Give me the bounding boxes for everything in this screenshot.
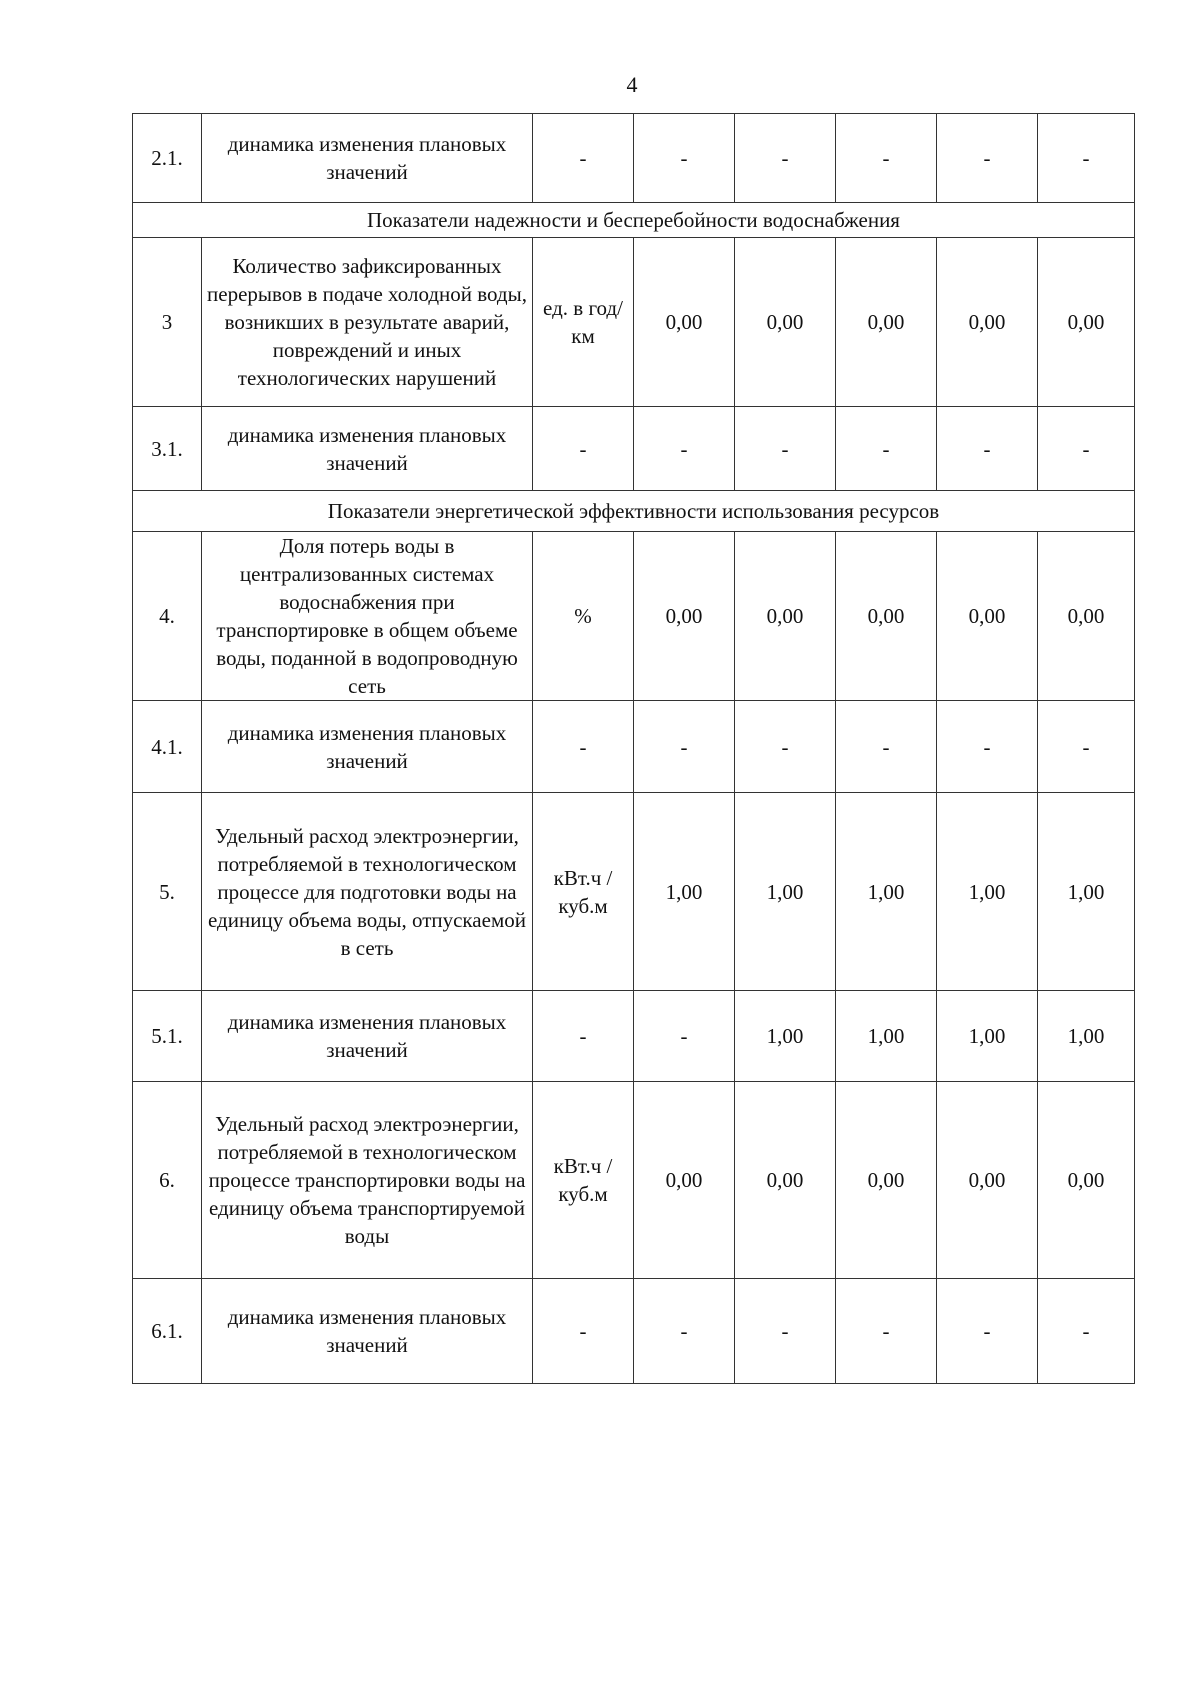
value-cell: 0,00 [634,238,735,407]
value-cell: 1,00 [634,793,735,991]
section-header-row [133,491,1135,532]
section-header-row [133,203,1135,238]
unit-cell: - [533,114,634,203]
table-row [133,532,1135,701]
indicator-name: динамика изменения плановых значений [202,407,533,491]
value-cell: 1,00 [735,991,836,1082]
value-cell: 0,00 [836,238,937,407]
row-number: 2.1. [133,114,202,203]
value-cell: - [634,991,735,1082]
value-cell: - [634,114,735,203]
unit-cell: кВт.ч / куб.м [533,1082,634,1279]
value-cell: 0,00 [634,532,735,701]
section-title: Показатели энергетической эффективности использования ресурсов [133,491,1135,532]
value-cell: 0,00 [836,1082,937,1279]
indicator-name: динамика изменения плановых значений [202,114,533,203]
indicator-name: динамика изменения плановых значений [202,991,533,1082]
indicator-name: Удельный расход электроэнергии, потребляемой в технологическом процессе для подготовки воды на единицу объема воды, отпускаемой в сеть [202,793,533,991]
value-cell: - [937,701,1038,793]
value-cell: - [634,701,735,793]
table-row [133,701,1135,793]
value-cell: 0,00 [937,1082,1038,1279]
value-cell: 1,00 [1038,991,1135,1082]
value-cell: - [735,114,836,203]
page-number: 4 [626,72,638,97]
value-cell: - [1038,114,1135,203]
table-row [133,238,1135,407]
table-row [133,114,1135,203]
value-cell: 1,00 [836,793,937,991]
value-cell: - [937,1279,1038,1384]
value-cell: 0,00 [1038,1082,1135,1279]
value-cell: 1,00 [937,991,1038,1082]
row-number: 4.1. [133,701,202,793]
unit-cell: кВт.ч / куб.м [533,793,634,991]
unit-cell: - [533,991,634,1082]
value-cell: - [634,1279,735,1384]
value-cell: - [937,407,1038,491]
value-cell: - [836,701,937,793]
value-cell: - [836,407,937,491]
value-cell: - [1038,407,1135,491]
unit-cell: - [533,1279,634,1384]
value-cell: - [1038,701,1135,793]
indicator-name: Количество зафиксированных перерывов в подаче холодной воды, возникших в результате аварий, повреждений и иных технологических нарушений [202,238,533,407]
row-number: 6.1. [133,1279,202,1384]
value-cell: 1,00 [735,793,836,991]
row-number: 5. [133,793,202,991]
indicators-table [132,113,1135,1384]
value-cell: - [634,407,735,491]
table-row [133,1082,1135,1279]
value-cell: - [735,701,836,793]
value-cell: 0,00 [937,238,1038,407]
row-number: 5.1. [133,991,202,1082]
value-cell: 1,00 [836,991,937,1082]
unit-cell: - [533,701,634,793]
value-cell: - [937,114,1038,203]
value-cell: 0,00 [634,1082,735,1279]
table-body [133,114,1135,1384]
value-cell: 0,00 [735,238,836,407]
value-cell: - [735,1279,836,1384]
value-cell: - [836,114,937,203]
indicator-name: Удельный расход электроэнергии, потребляемой в технологическом процессе транспортировки воды на единицу объема транспортируемой воды [202,1082,533,1279]
indicator-name: динамика изменения плановых значений [202,701,533,793]
table-row [133,793,1135,991]
value-cell: 0,00 [836,532,937,701]
value-cell: 0,00 [735,532,836,701]
section-title: Показатели надежности и бесперебойности водоснабжения [133,203,1135,238]
unit-cell: - [533,407,634,491]
value-cell: - [735,407,836,491]
table-row [133,1279,1135,1384]
indicator-name: Доля потерь воды в централизованных системах водоснабжения при транспортировке в общем объеме воды, поданной в водопроводную сеть [202,532,533,701]
row-number: 4. [133,532,202,701]
value-cell: - [836,1279,937,1384]
value-cell: 0,00 [937,532,1038,701]
row-number: 6. [133,1082,202,1279]
table-row [133,407,1135,491]
value-cell: 0,00 [735,1082,836,1279]
table-row [133,991,1135,1082]
indicator-name: динамика изменения плановых значений [202,1279,533,1384]
unit-cell: ед. в год/ км [533,238,634,407]
value-cell: 0,00 [1038,238,1135,407]
value-cell: 1,00 [1038,793,1135,991]
value-cell: 0,00 [1038,532,1135,701]
value-cell: 1,00 [937,793,1038,991]
row-number: 3 [133,238,202,407]
unit-cell: % [533,532,634,701]
row-number: 3.1. [133,407,202,491]
value-cell: - [1038,1279,1135,1384]
